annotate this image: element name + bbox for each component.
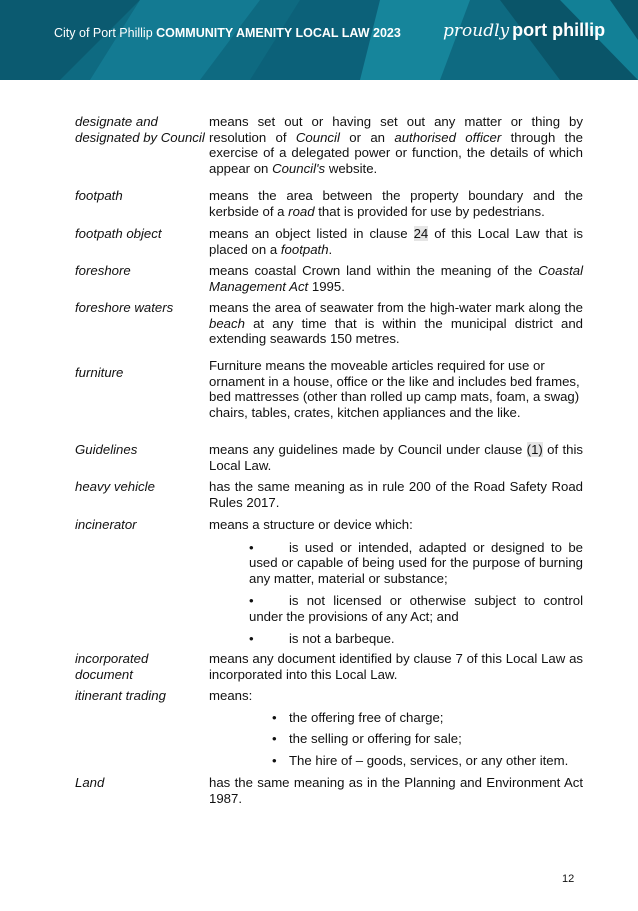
definition-text: has the same meaning as in rule 200 of the Road Safety Road Rules 2017. <box>209 479 583 510</box>
bullet-item: • is used or intended, adapted or designed to be used or capable of being used for the purpose of burning any matter, material or substance; <box>249 539 583 586</box>
definition-row <box>75 263 583 300</box>
proudly-port-phillip-logo <box>443 20 605 41</box>
logo-brand-text: port phillip <box>512 20 606 40</box>
definition-row <box>75 114 583 188</box>
definition-term: footpath <box>75 188 123 203</box>
definitions-list <box>75 114 583 806</box>
bullet-item: • is not a barbeque. <box>249 631 395 646</box>
title-prefix: City of Port Phillip <box>54 26 157 40</box>
definition-term: designate and designated by Council <box>75 114 205 145</box>
definition-row <box>75 479 583 517</box>
definition-text: means any guidelines made by Council under clause (1) of this Local Law. <box>209 442 583 473</box>
definition-text: Furniture means the moveable articles required for use or ornament in a house, office or the like and includes bed frames, bed mattresses (other than rolled up camp mats, foam, a swag) chairs, tables, crates, kitchen appliances and the like. <box>209 358 580 420</box>
definition-term: incinerator <box>75 517 137 532</box>
definition-term: heavy vehicle <box>75 479 155 494</box>
definition-row <box>75 775 583 806</box>
definition-text: has the same meaning as in the Planning and Environment Act 1987. <box>209 775 583 806</box>
bullet-list <box>209 710 583 769</box>
definition-text: means the area of seawater from the high-water mark along the beach at any time that is within the municipal district and extending seawards 150 metres. <box>209 300 583 346</box>
page-header <box>0 0 638 80</box>
definition-row <box>75 226 583 263</box>
definition-text: means a structure or device which: • is used or intended, adapted or designed to be used or capable of being used for the purpose of burning any matter, material or substance; • is not licensed or otherwise subject to control under the provisions of any Act; and • is not a barbeque. <box>209 517 583 646</box>
cross-reference-link[interactable]: (1) <box>526 442 543 457</box>
definition-term: Guidelines <box>75 442 138 457</box>
bullet-item: • is not licensed or otherwise subject to control under the provisions of any Act; and <box>249 593 583 624</box>
definition-term: footpath object <box>75 226 162 241</box>
definition-text: means any document identified by clause 7 of this Local Law as incorporated into this Local Law. <box>209 651 583 682</box>
document-title <box>54 26 401 40</box>
definition-text: means an object listed in clause 24 of this Local Law that is placed on a footpath. <box>209 226 583 257</box>
definition-row <box>75 358 583 442</box>
bullet-item: • the selling or offering for sale; <box>272 731 462 746</box>
logo-script-text: proudly <box>443 21 510 41</box>
definition-term: itinerant trading <box>75 688 166 703</box>
definition-row <box>75 517 583 651</box>
page-number: 12 <box>562 873 575 885</box>
definition-term: foreshore waters <box>75 300 174 315</box>
title-bold: COMMUNITY AMENITY LOCAL LAW 2023 <box>156 26 401 40</box>
definition-text: means the area between the property boundary and the kerbside of a road that is provided for use by pedestrians. <box>209 188 583 219</box>
definition-text: means set out or having set out any matter or thing by resolution of Council or an authorised officer through the exercise of a delegated power or function, the details of which appear on Council's website. <box>209 114 583 176</box>
definition-text: means coastal Crown land within the meaning of the Coastal Management Act 1995. <box>209 263 583 294</box>
definition-row <box>75 188 583 226</box>
definition-term: furniture <box>75 365 124 380</box>
bullet-item: • The hire of – goods, services, or any other item. <box>272 752 569 768</box>
definition-term: Land <box>75 775 105 790</box>
definition-row <box>75 442 583 479</box>
definition-text: means: • the offering free of charge; • the selling or offering for sale; • The hire of – goods, services, or any other item. <box>209 688 583 775</box>
cross-reference-link[interactable]: 24 <box>413 226 429 241</box>
bullet-item: • the offering free of charge; <box>272 709 444 725</box>
definition-term: incorporated document <box>75 651 149 682</box>
definition-row <box>75 300 583 358</box>
bullet-list <box>209 540 583 647</box>
definition-row <box>75 651 583 688</box>
definition-row <box>75 688 583 775</box>
definition-term: foreshore <box>75 263 131 278</box>
